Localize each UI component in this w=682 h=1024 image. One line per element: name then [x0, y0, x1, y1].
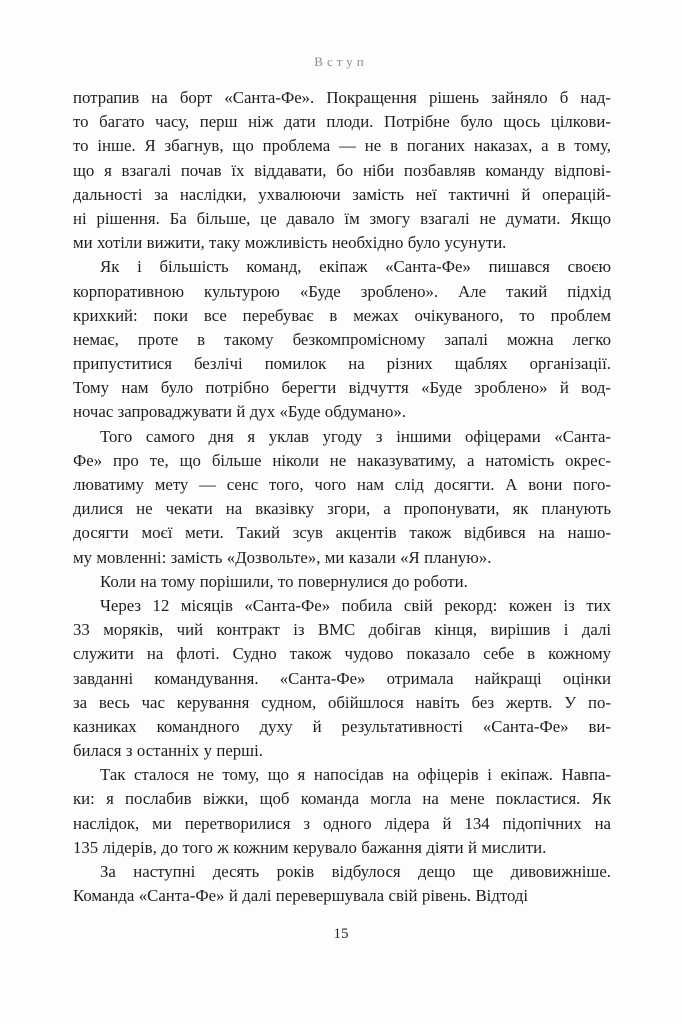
text-line: служити на флоті. Судно також чудово показало себе в кожному	[73, 644, 611, 664]
text-line: За наступні десять років відбулося дещо ще дивовижніше.	[100, 862, 611, 881]
text-line: Так сталося не тому, що я напосідав на офіцерів і екіпаж. Навпа-	[100, 765, 611, 785]
text-line: 33 моряків, чий контракт із ВМС добігав кінця, вирішив і далі	[73, 620, 611, 640]
text-line: ні рішення. Ба більше, це давало їм змогу взагалі не думати. Якщо	[73, 208, 611, 228]
text-line: крихкий: поки все перебуває в межах очікуваного, то проблем	[73, 305, 611, 325]
text-line: 135 лідерів, до того ж кожним керувало бажання діяти й мислити.	[73, 837, 547, 857]
paragraph	[73, 763, 611, 860]
body-text	[73, 86, 611, 908]
paragraph	[73, 425, 611, 570]
page-number: 15	[333, 926, 349, 942]
text-line: немає, проте в такому безкомпромісному запалі можна легко	[73, 329, 611, 349]
text-line: ночас запроваджувати й дух «Буде обдумано».	[73, 402, 406, 422]
text-line: Коли на тому порішили, то повернулися до роботи.	[100, 571, 468, 591]
paragraph	[73, 570, 611, 594]
paragraph	[73, 86, 611, 255]
paragraph	[73, 255, 611, 424]
paragraph	[73, 860, 611, 908]
text-line: му мовленні: замість «Дозвольте», ми казали «Я планую».	[73, 547, 492, 567]
text-line: наслідок, ми перетворилися з одного лідера й 134 підопічних на	[73, 813, 611, 833]
text-line: корпоративною культурою «Буде зроблено». Але такий підхід	[73, 281, 611, 301]
text-line: припуститися безлічі помилок на різних щаблях організації.	[73, 354, 611, 374]
text-line: Того самого дня я уклав угоду з іншими офіцерами «Санта-	[100, 426, 611, 446]
text-line: що я взагалі почав їх віддавати, бо ніби позбавляв команду відпові-	[73, 160, 611, 180]
text-line: то інше. Я збагнув, що проблема — не в поганих наказах, а в тому,	[73, 136, 611, 156]
text-line: билася з останніх у перші.	[73, 741, 263, 761]
text-line: Фе» про те, що більше ніколи не наказуватиму, а натомість окрес-	[73, 450, 611, 470]
text-line: Тому нам було потрібно берегти відчуття «Буде зроблено» й вод-	[73, 378, 611, 398]
text-line: досягти моєї мети. Такий зсув акцентів також відбився на нашо-	[73, 523, 611, 543]
text-line: ки: я послабив віжки, щоб команда могла на мене покластися. Як	[73, 789, 611, 809]
text-line: Через 12 місяців «Санта-Фе» побила свій рекорд: кожен із тих	[100, 595, 611, 615]
text-line: дальності за наслідки, ухвалюючи замість неї тактичні й операцій-	[73, 184, 611, 204]
text-line: люватиму мету — сенс того, чого нам слід досягти. А вони пого-	[73, 475, 611, 494]
text-line: Команда «Санта-Фе» й далі перевершувала свій рівень. Відтоді	[73, 886, 529, 906]
text-line: дилися не чекати на вказівку згори, а пропонувати, як планують	[73, 499, 611, 519]
text-line: за весь час керування судном, обійшлося навіть без жертв. У по-	[73, 692, 611, 712]
text-line: ми хотіли вижити, таку можливість необхідно було усунути.	[73, 233, 507, 253]
text-line: завданні командування. «Санта-Фе» отримала найкращі оцінки	[73, 668, 611, 688]
text-line: казниках командного духу й результативності «Санта-Фе» ви-	[73, 716, 611, 736]
paragraph	[73, 594, 611, 763]
text-line: потрапив на борт «Санта-Фе». Покращення рішень зайняло б над-	[73, 88, 611, 107]
chapter-running-head: Вступ	[314, 54, 368, 69]
text-line: то багато часу, перш ніж дати плоди. Потрібне було щось цілкови-	[73, 112, 611, 132]
text-line: Як і більшість команд, екіпаж «Санта-Фе» пишався своєю	[100, 257, 611, 277]
